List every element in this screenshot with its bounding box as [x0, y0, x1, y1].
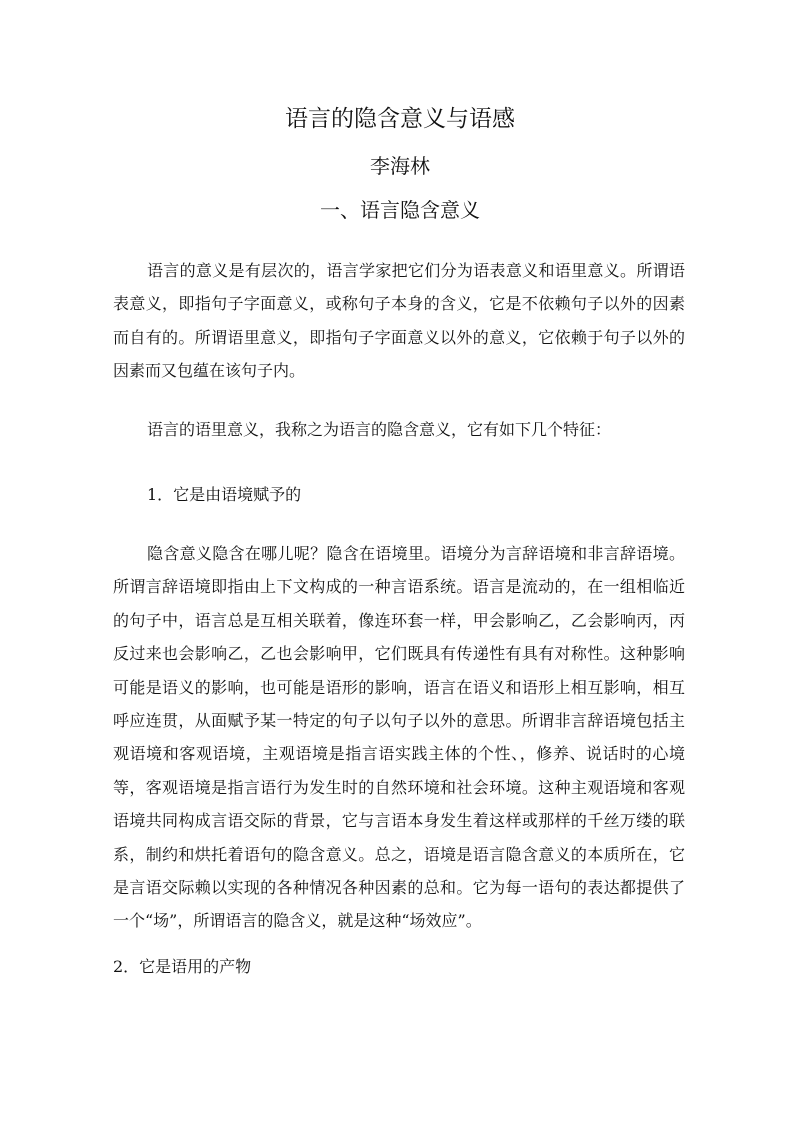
- paragraph-context: 隐含意义隐含在哪儿呢？隐含在语境里。语境分为言辞语境和非言辞语境。所谓言辞语境即指由上下文构成的一种言语系统。语言是流动的，在一组相临近的句子中，语言总是互相关联着，像连环套一样，甲会影响乙，乙会影响丙，丙反过来也会影响乙，乙也会影响甲，它们既具有传递性有具有对称性。这种影响可能是语义的影响，也可能是语形的影响，语言在语义和语形上相互影响，相互呼应连贯，从面赋予某一特定的句子以句子以外的意思。所谓非言辞语境包括主观语境和客观语境，主观语境是指言语实践主体的个性、，修养、说话时的心境等，客观语境是指言语行为发生时的自然环境和社会环境。这种主观语境和客观语境共同构成言语交际的背景，它与言语本身发生着这样或那样的千丝万缕的联系，制约和烘托着语句的隐含意义。总之，语境是语言隐含意义的本质所在，它是言语交际赖以实现的各种情况各种因素的总和。它为每一语句的表达都提供了一个“场”，所谓语言的隐含义，就是这种“场效应”。: [113, 544, 685, 931]
- subheading-1: 1．它是由语境赋予的: [147, 485, 302, 504]
- section-heading: 一、语言隐含意义: [320, 198, 480, 222]
- subheading-2: 2．它是语用的产物: [113, 957, 252, 976]
- author-name: 李海林: [370, 154, 430, 178]
- paragraph-features: 语言的语里意义，我称之为语言的隐含意义，它有如下几个特征：: [147, 420, 612, 439]
- document-title: 语言的隐含意义与语感: [285, 106, 515, 132]
- paragraph-intro: 语言的意义是有层次的，语言学家把它们分为语表意义和语里意义。所谓语表意义，即指句子字面意义，或称句子本身的含义，它是不依赖句子以外的因素而自有的。所谓语里意义，即指句子字面意义以外的意义，它依赖于句子以外的因素而又包蕴在该句子内。: [113, 261, 685, 381]
